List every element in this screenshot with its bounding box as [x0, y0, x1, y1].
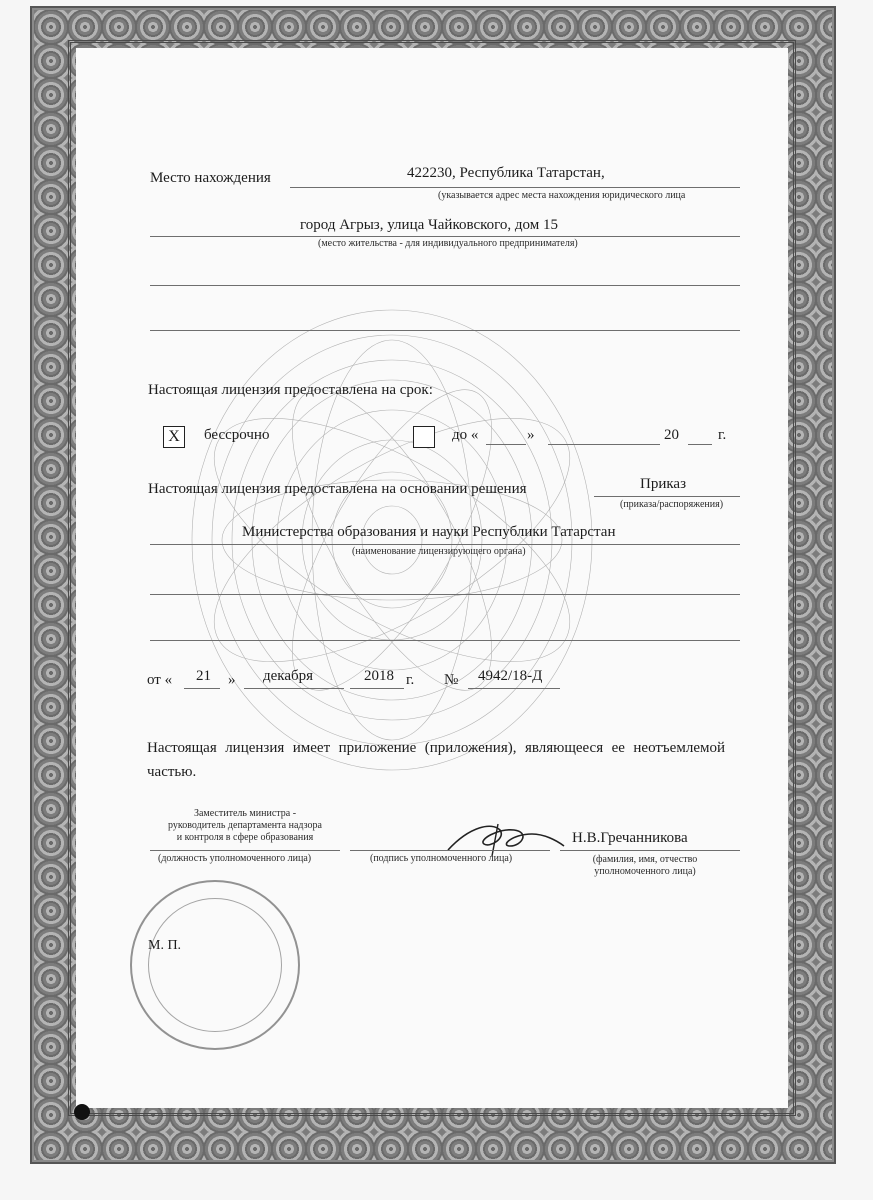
- until-day-rule: [486, 444, 526, 445]
- date-day: 21: [196, 668, 211, 684]
- number-sign: №: [444, 672, 459, 688]
- blank-rule-3: [150, 594, 740, 595]
- location-hint2: (место жительства - для индивидуального предпринимателя): [318, 238, 578, 249]
- basis-doc-type: Приказ: [640, 476, 687, 492]
- until-suffix: г.: [718, 427, 727, 443]
- until-year: 20: [664, 427, 679, 443]
- basis-doc-type-hint: (приказа/распоряжения): [620, 499, 724, 510]
- until-prefix: до «: [452, 427, 479, 443]
- signer-position-line1: Заместитель министра -: [193, 808, 297, 819]
- location-hint1: (указывается адрес места нахождения юридического лица: [438, 190, 686, 201]
- basis-doc-type-rule: [594, 496, 740, 497]
- location-line2-rule: [150, 236, 740, 237]
- signature-hint: (подпись уполномоченного лица): [370, 853, 513, 864]
- location-line1-rule: [290, 187, 740, 188]
- date-month-rule: [244, 688, 344, 689]
- location-label: Место нахождения: [150, 170, 271, 186]
- date-prefix: от «: [147, 672, 173, 688]
- location-line2: город Агрыз, улица Чайковского, дом 15: [300, 217, 559, 233]
- name-hint-line2: уполномоченного лица): [594, 866, 696, 877]
- basis-authority-hint: (наименование лицензирующего органа): [352, 546, 526, 557]
- name-hint: [570, 854, 720, 878]
- date-month: декабря: [263, 668, 314, 684]
- date-day-rule: [184, 688, 220, 689]
- date-year-suffix: г.: [406, 672, 415, 688]
- basis-authority: Министерства образования и науки Республики Татарстан: [242, 524, 616, 540]
- term-heading: Настоящая лицензия предоставлена на срок:: [148, 382, 433, 398]
- punch-hole: [74, 1104, 90, 1120]
- until-year-rule: [688, 444, 712, 445]
- location-line1: 422230, Республика Татарстан,: [407, 165, 605, 181]
- until-mid: »: [527, 427, 535, 443]
- signer-position-line3: и контроля в сфере образования: [176, 832, 314, 843]
- order-number: 4942/18-Д: [478, 668, 543, 684]
- signer-name: Н.В.Гречанникова: [572, 830, 688, 846]
- name-hint-line1: (фамилия, имя, отчество: [592, 854, 698, 865]
- signer-position: [150, 808, 340, 844]
- appendix-text: Настоящая лицензия имеет приложение (приложения), являющееся ее неотъемлемой частью.: [147, 740, 725, 780]
- until-checkbox[interactable]: [413, 426, 435, 448]
- blank-rule-4: [150, 640, 740, 641]
- date-year-rule: [350, 688, 404, 689]
- position-rule: [150, 850, 340, 851]
- name-rule: [560, 850, 740, 851]
- until-month-rule: [548, 444, 660, 445]
- basis-heading: Настоящая лицензия предоставлена на основании решения: [148, 481, 527, 497]
- date-day-close: »: [228, 672, 236, 688]
- unlimited-checkbox[interactable]: X: [163, 426, 185, 448]
- unlimited-label: бессрочно: [204, 427, 270, 443]
- signature-rule: [350, 850, 550, 851]
- date-year: 2018: [364, 668, 394, 684]
- blank-rule-1: [150, 285, 740, 286]
- blank-rule-2: [150, 330, 740, 331]
- position-hint: (должность уполномоченного лица): [158, 853, 312, 864]
- basis-authority-rule: [150, 544, 740, 545]
- seal-place: М. П.: [148, 938, 182, 953]
- official-seal: [130, 880, 300, 1050]
- order-number-rule: [468, 688, 560, 689]
- signer-position-line2: руководитель департамента надзора: [168, 820, 322, 831]
